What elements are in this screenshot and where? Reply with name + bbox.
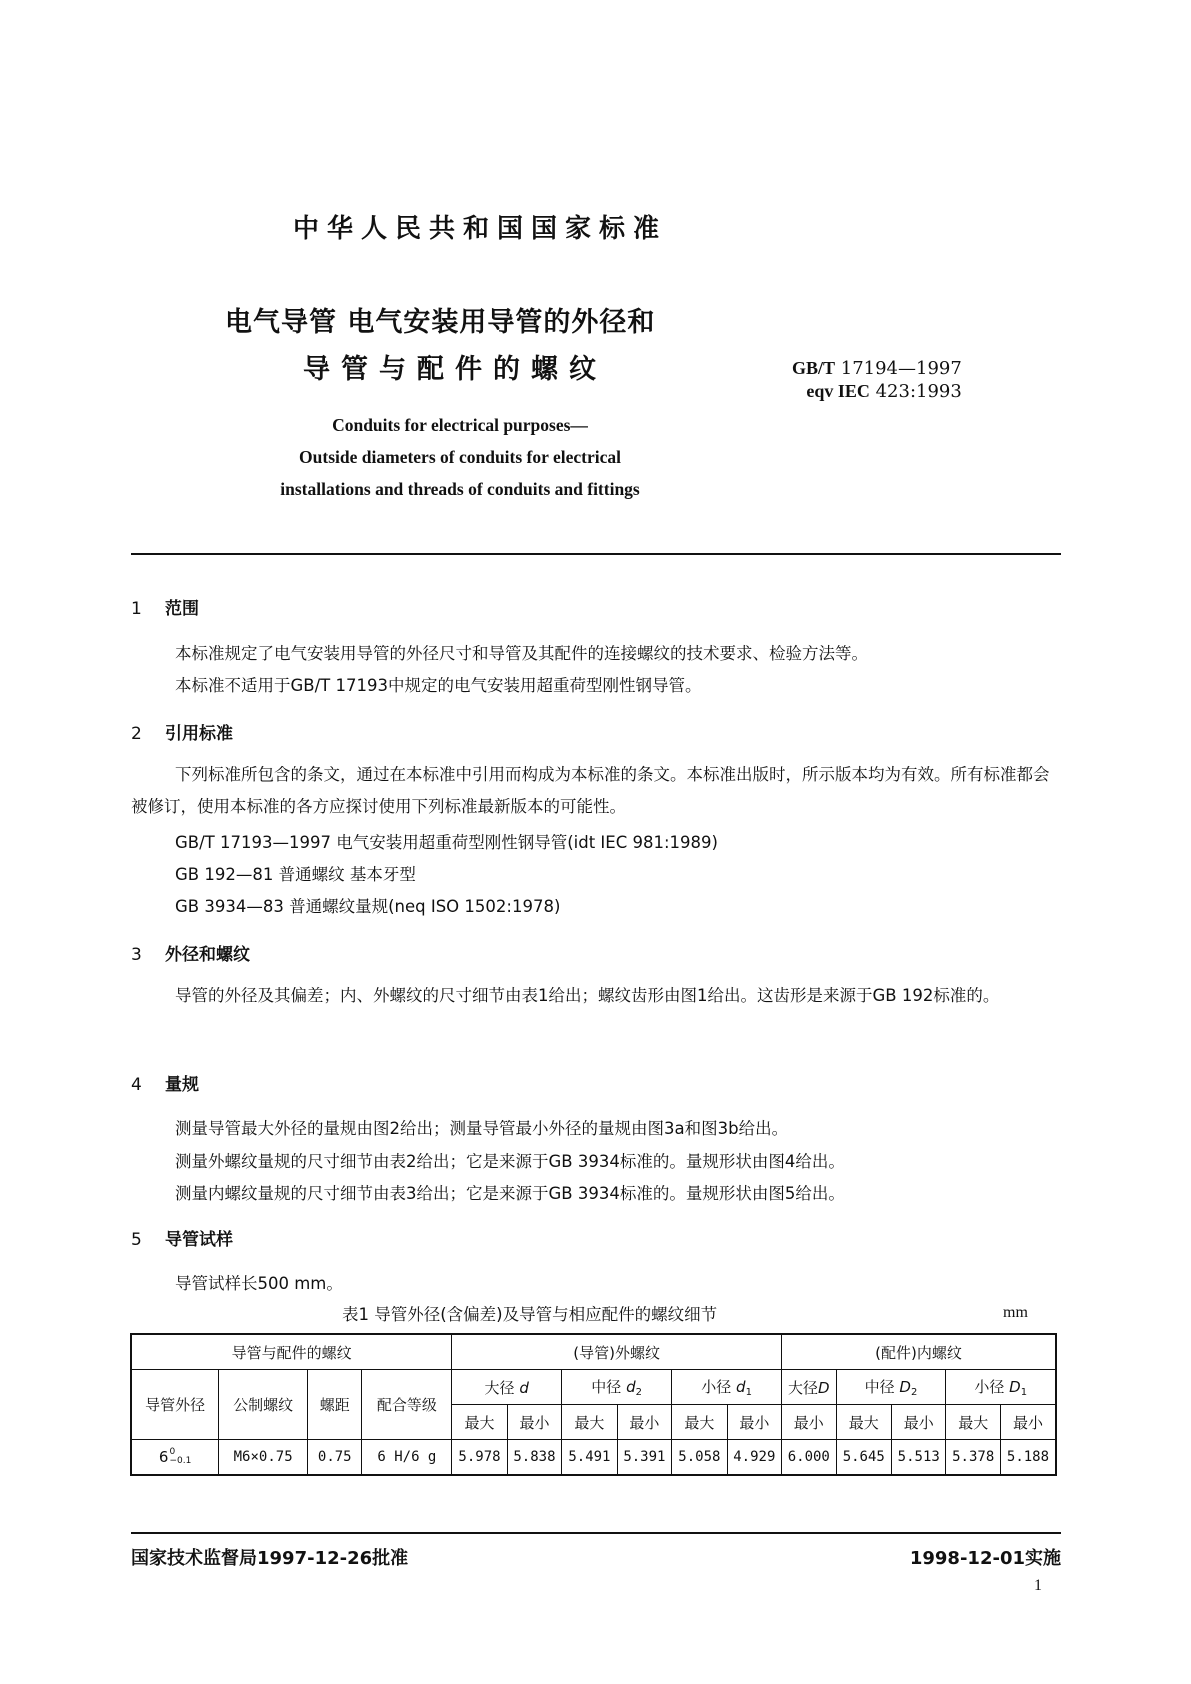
cell-d2-max: 5.491 [562, 1440, 617, 1476]
thread-spec-table [130, 1333, 1057, 1476]
section-4-heading: 4 量规 [131, 1075, 199, 1095]
header-pitch: 螺距 [308, 1370, 362, 1440]
cell-d2-min: 5.391 [617, 1440, 671, 1476]
cell-D2-min: 5.513 [892, 1440, 946, 1476]
header-pitch-diameter-D2: 中径 $D_2$ [836, 1370, 946, 1405]
header-pitch-diameter-d2: 中径 $d_2$ [562, 1370, 672, 1405]
section-5-para-1: 导管试样长500 mm。 [175, 1274, 343, 1293]
reference-2: GB 192—81 普通螺纹 基本牙型 [175, 865, 416, 884]
header-min: 最小 [727, 1405, 781, 1440]
header-min: 最小 [617, 1405, 671, 1440]
header-minor-diameter-D1: 小径 $D_1$ [946, 1370, 1056, 1405]
cell-fit-class: 6 H/6 g [362, 1440, 452, 1476]
bottom-divider [131, 1532, 1061, 1534]
top-divider [131, 553, 1061, 555]
reference-1: GB/T 17193—1997 电气安装用超重荷型刚性钢导管(idt IEC 981:1989) [175, 833, 718, 852]
od-tolerance: 0 −0.1 [169, 1447, 192, 1467]
header-max: 最大 [672, 1405, 727, 1440]
section-4-para-2: 测量外螺纹量规的尺寸细节由表2给出；它是来源于GB 3934标准的。量规形状由图4给出。 [175, 1152, 845, 1171]
chinese-title-line1: 电气导管 电气安装用导管的外径和 [225, 307, 656, 338]
cell-d-max: 5.978 [452, 1440, 507, 1476]
section-4-para-3: 测量内螺纹量规的尺寸细节由表3给出；它是来源于GB 3934标准的。量规形状由图5给出。 [175, 1184, 845, 1203]
header-internal-thread: (配件)内螺纹 [782, 1334, 1056, 1370]
header-max: 最大 [452, 1405, 507, 1440]
header-conduit-od: 导管外径 [131, 1370, 219, 1440]
english-title-line1: Conduits for electrical purposes— [332, 415, 588, 435]
reference-3: GB 3934—83 普通螺纹量规(neq ISO 1502:1978) [175, 897, 561, 916]
section-1-para-1: 本标准规定了电气安装用导管的外径尺寸和导管及其配件的连接螺纹的技术要求、检验方法等。 [175, 644, 868, 663]
cell-D1-min: 5.188 [1000, 1440, 1056, 1476]
section-2-heading: 2 引用标准 [131, 724, 233, 744]
header-min: 最小 [507, 1405, 561, 1440]
section-3-heading: 3 外径和螺纹 [131, 945, 250, 965]
header-external-thread: (导管)外螺纹 [452, 1334, 782, 1370]
header-metric-thread: 公制螺纹 [219, 1370, 308, 1440]
english-title-line2: Outside diameters of conduits for electrical [299, 447, 621, 467]
header-max: 最大 [946, 1405, 1000, 1440]
cell-d-min: 5.838 [507, 1440, 561, 1476]
cell-D-min: 6.000 [782, 1440, 836, 1476]
section-3-para-1: 导管的外径及其偏差；内、外螺纹的尺寸细节由表1给出；螺纹齿形由图1给出。这齿形是来源于GB 192标准的。 [175, 986, 1000, 1005]
section-1-para-2: 本标准不适用于GB/T 17193中规定的电气安装用超重荷型刚性钢导管。 [175, 676, 702, 695]
english-title-line3: installations and threads of conduits and fittings [280, 479, 640, 499]
national-standard-heading: 中华人民共和国国家标准 [292, 214, 667, 244]
standard-code: GB/T 17194—1997 [792, 358, 962, 379]
cell-D1-max: 5.378 [946, 1440, 1000, 1476]
section-2-para-1: 下列标准所包含的条文，通过在本标准中引用而构成为本标准的条文。本标准出版时，所示版本均为有效。所有标准都会被修订，使用本标准的各方应探讨使用下列标准最新版本的可能性。 [131, 765, 1050, 816]
cell-d1-min: 4.929 [727, 1440, 781, 1476]
table-row [131, 1440, 1056, 1476]
approval-date: 国家技术监督局1997-12-26批准 [131, 1548, 409, 1569]
section-5-heading: 5 导管试样 [131, 1230, 233, 1250]
implementation-date: 1998-12-01实施 [909, 1548, 1061, 1569]
cell-pitch: 0.75 [308, 1440, 362, 1476]
header-major-diameter-D: 大径D [782, 1370, 836, 1405]
cell-D2-max: 5.645 [836, 1440, 891, 1476]
section-1-heading: 1 范围 [131, 599, 199, 619]
header-conduit-threads: 导管与配件的螺纹 [131, 1334, 452, 1370]
header-min: 最小 [1000, 1405, 1056, 1440]
header-major-diameter-d: 大径 d [452, 1370, 562, 1405]
standard-code-block [792, 357, 962, 403]
header-max: 最大 [562, 1405, 617, 1440]
table-1-unit: mm [1003, 1304, 1028, 1321]
equivalent-standard: eqv IEC 423:1993 [806, 381, 962, 402]
chinese-title-line2: 导管与配件的螺纹 [303, 354, 607, 385]
table-header-row-1 [131, 1334, 1056, 1370]
cell-metric-thread: M6×0.75 [219, 1440, 308, 1476]
header-minor-diameter-d1: 小径 $d_1$ [672, 1370, 782, 1405]
header-min: 最小 [782, 1405, 836, 1440]
table-1-caption: 表1 导管外径(含偏差)及导管与相应配件的螺纹细节 [342, 1305, 718, 1324]
cell-conduit-od: 60 −0.1 [131, 1440, 219, 1476]
table-header-row-2 [131, 1370, 1056, 1405]
header-min: 最小 [892, 1405, 946, 1440]
header-fit-class: 配合等级 [362, 1370, 452, 1440]
header-max: 最大 [836, 1405, 891, 1440]
page-number: 1 [1034, 1577, 1042, 1594]
section-4-para-1: 测量导管最大外径的量规由图2给出；测量导管最小外径的量规由图3a和图3b给出。 [175, 1119, 789, 1138]
cell-d1-max: 5.058 [672, 1440, 727, 1476]
english-title [240, 409, 680, 505]
